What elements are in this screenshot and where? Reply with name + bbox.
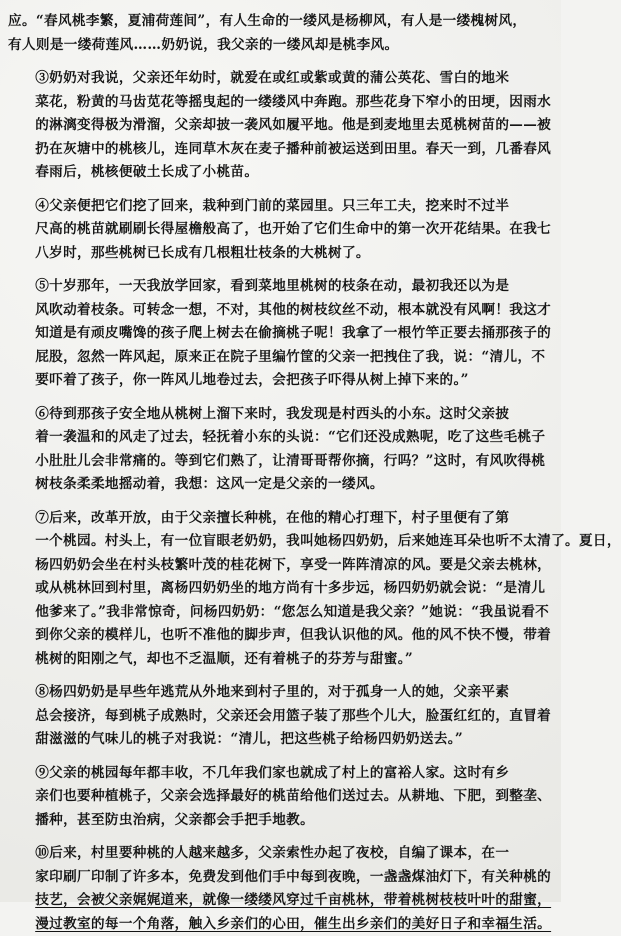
- text-line: 应。“春风桃李繁，夏浦荷莲间”，有人生命的一缕风是杨柳风，有人是一缕槐树风，: [8, 10, 547, 34]
- text-line: 亲们也要种植桃子，父亲会选择最好的桃苗给他们送过去。从耕地、下肥，到整垄、: [8, 785, 547, 809]
- text-line: 甜滋滋的气味儿的桃子对我说：“清儿，把这些桃子给杨四奶奶送去。”: [8, 728, 547, 752]
- text-line: ⑦后来，改革开放，由于父亲擅长种桃，在他的精心打理下，村子里便有了第: [8, 507, 547, 531]
- text-line: 桃树的阳刚之气，却也不乏温顺，还有着桃子的芬芳与甜蜜。”: [8, 648, 547, 672]
- text-line: 家印刷厂印制了许多本，免费发到他们手中每到夜晚，一盏盏煤油灯下，有关种桃的: [8, 866, 547, 890]
- article-body: [8, 10, 547, 936]
- paragraph-p-10: [8, 842, 547, 936]
- text-line: 屁股，忽然一阵风起，原来正在院子里编竹筐的父亲一把拽住了我，说：“清儿，不: [8, 346, 547, 370]
- text-line: 的淋漓变得极为滑溜，父亲却披一袭风如履平地。他是到麦地里去觅桃树苗的——被: [8, 114, 547, 138]
- paragraph-p-6: [8, 403, 547, 497]
- paragraph-p-intro: [8, 10, 547, 57]
- paragraph-p-5: [8, 275, 547, 393]
- text-line: ⑥待到那孩子安全地从桃树上溜下来时，我发现是村西头的小东。这时父亲披: [8, 403, 547, 427]
- text-line: 技艺，会被父亲娓娓道来，就像一缕缕风穿过千亩桃林，带着桃树枝枝叶叶的甜蜜，: [8, 889, 547, 913]
- text-line: ⑧杨四奶奶是早些年逃荒从外地来到村子里的，对于孤身一人的她，父亲平素: [8, 681, 547, 705]
- paragraph-p-4: [8, 195, 547, 266]
- text-line: 要吓着了孩子，你一阵风儿地卷过去，会把孩子吓得从树上掉下来的。”: [8, 369, 547, 393]
- paragraph-p-8: [8, 681, 547, 752]
- text-line: 小肚肚儿会非常痛的。等到它们熟了，让清哥哥帮你摘，行吗？”这时，有风吹得桃: [8, 450, 547, 474]
- text-line: 风吹动着枝条。可转念一想，不对，其他的树枝纹丝不动，根本就没有风啊！我这才: [8, 299, 547, 323]
- text-line: 着一袭温和的风走了过去，轻抚着小东的头说：“它们还没成熟呢，吃了这些毛桃子: [8, 426, 547, 450]
- text-line: 总会接济，每到桃子成熟时，父亲还会用篮子装了那些个儿大，脸蛋红红的，直冒着: [8, 705, 547, 729]
- paragraph-p-7: [8, 507, 547, 672]
- text-line: 到你父亲的模样儿，也听不准他的脚步声，但我认识他的风。他的风不快不慢，带着: [8, 624, 547, 648]
- text-line: 播种，甚至防虫治病，父亲都会手把手地教。: [8, 809, 547, 833]
- text-line: 有人则是一缕荷莲风……奶奶说，我父亲的一缕风却是桃李风。: [8, 34, 547, 58]
- text-line: ⑩后来，村里要种桃的人越来越多，父亲索性办起了夜校，自编了课本，在一: [8, 842, 547, 866]
- text-line: 或从桃林回到村里，离杨四奶奶坐的地方尚有十多步远，杨四奶奶就会说：“是清儿: [8, 577, 547, 601]
- text-line: 树枝条柔柔地摇动着，我想：这风一定是父亲的一缕风。: [8, 473, 547, 497]
- paragraph-p-9: [8, 762, 547, 833]
- text-line: 杨四奶奶会坐在村头枝繁叶茂的桂花树下，享受一阵阵清凉的风。要是父亲去桃林，: [8, 554, 547, 578]
- text-line: ⑨父亲的桃园每年都丰收，不几年我们家也就成了村上的富裕人家。这时有乡: [8, 762, 547, 786]
- text-line: 春雨后，桃核便破土长成了小桃苗。: [8, 161, 547, 185]
- text-line: 知道是有顽皮嘴馋的孩子爬上树去在偷摘桃子呢！我拿了一根竹竿正要去捅那孩子的: [8, 322, 547, 346]
- text-line: ⑤十岁那年，一天我放学回家，看到菜地里桃树的枝条在动，最初我还以为是: [8, 275, 547, 299]
- text-line: ③奶奶对我说，父亲还年幼时，就爱在或红或紫或黄的蒲公英花、雪白的地米: [8, 67, 547, 91]
- text-line: 一个桃园。村头上，有一位盲眼老奶奶，我叫她杨四奶奶，后来她连耳朵也听不太清了。夏日，: [8, 530, 547, 554]
- text-line: 八岁时，那些桃树已长成有几根粗壮枝条的大桃树了。: [8, 242, 547, 266]
- paragraph-p-3: [8, 67, 547, 185]
- text-line: 菜花，粉黄的马齿苋花等摇曳起的一缕缕风中奔跑。那些花身下窄小的田埂，因雨水: [8, 91, 547, 115]
- text-line: ④父亲便把它们挖了回来，栽种到门前的菜园里。只三年工夫，挖来时不过半: [8, 195, 547, 219]
- text-line: 他爹来了。”我非常惊奇，问杨四奶奶：“您怎么知道是我父亲？”她说：“我虽说看不: [8, 601, 547, 625]
- text-line: 扔在灰塘中的桃核儿，连同草木灰在麦子播种前被运送到田里。春天一到，几番春风: [8, 138, 547, 162]
- text-line: 漫过教室的每一个角落，触入乡亲们的心田，催生出乡亲们的美好日子和幸福生活。: [8, 913, 547, 936]
- text-line: 尺高的桃苗就刷刷长得屋檐般高了，也开始了它们生命中的第一次开花结果。在我七: [8, 218, 547, 242]
